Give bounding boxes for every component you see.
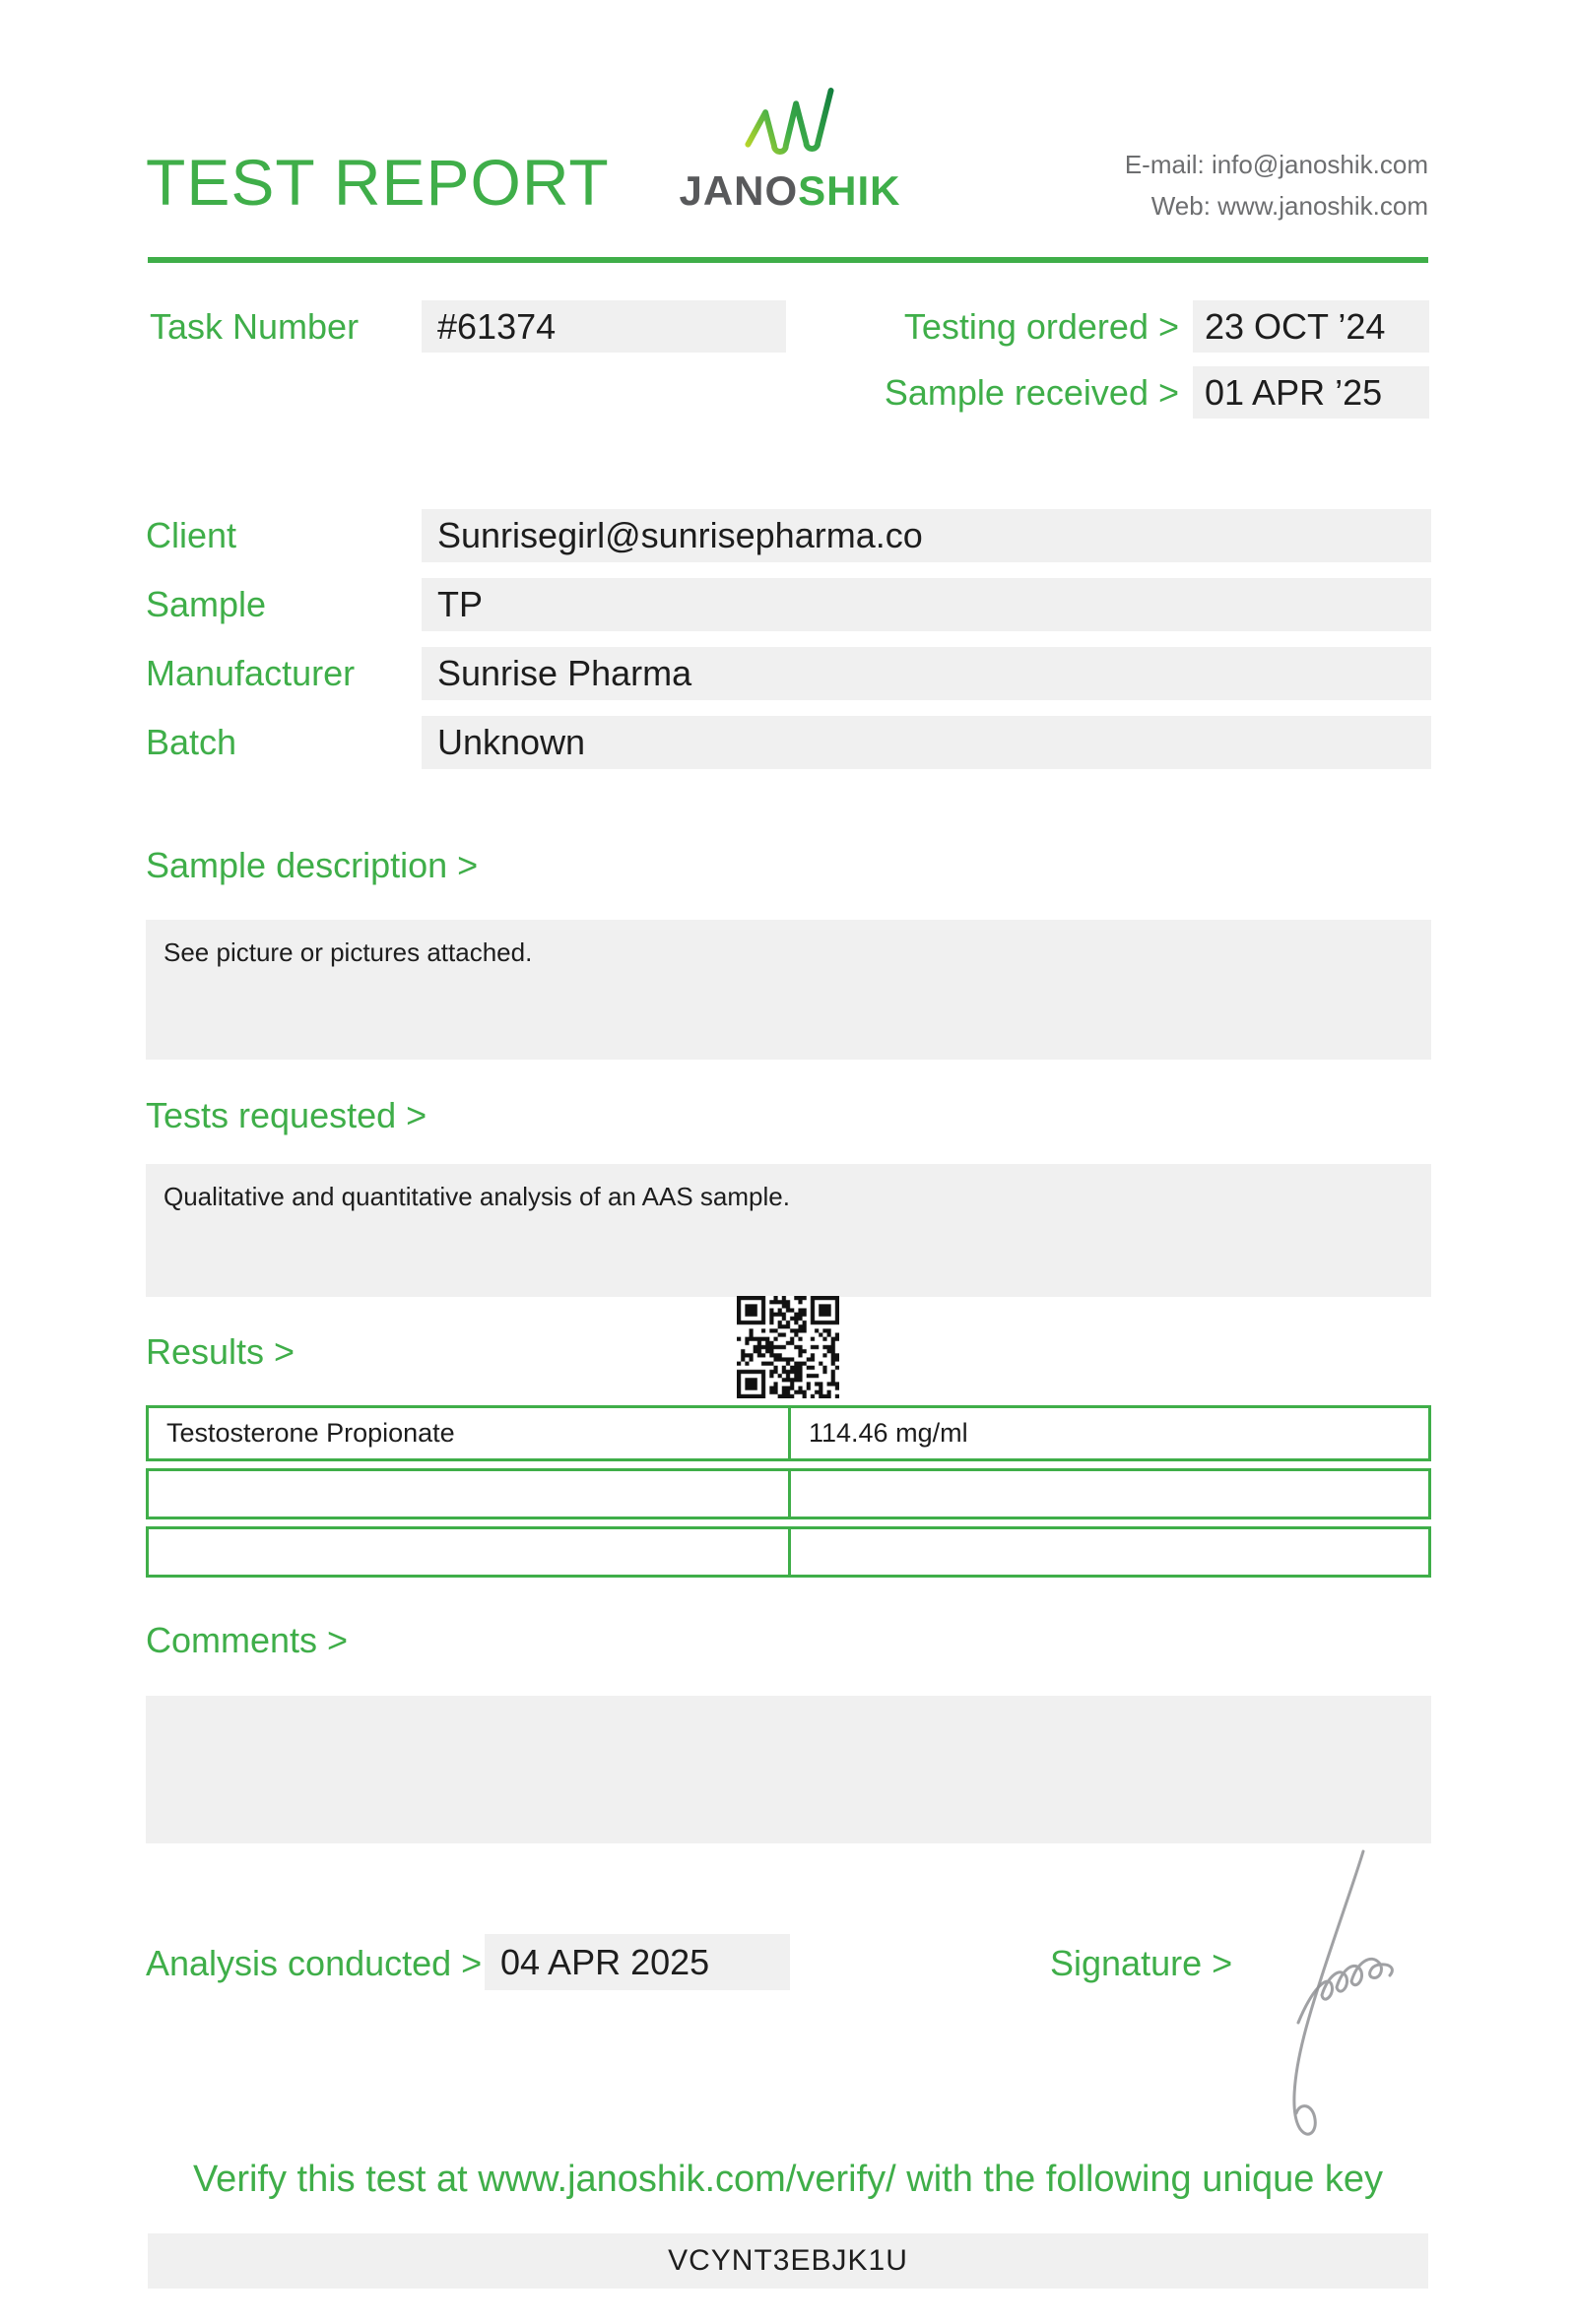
sample-description-heading: Sample description >: [146, 845, 479, 885]
task-number-value: #61374: [422, 300, 786, 353]
logo-wordmark-left: JANO: [679, 167, 799, 214]
tests-requested-body: Qualitative and quantitative analysis of an AAS sample.: [146, 1164, 1431, 1297]
header-divider: [148, 257, 1428, 263]
batch-label: Batch: [146, 722, 237, 762]
sample-info-fields: [146, 509, 1431, 785]
results-heading: Results >: [146, 1331, 296, 1372]
result-value: 114.46 mg/ml: [809, 1418, 968, 1448]
batch-value: Unknown: [422, 716, 1431, 769]
results-table: [146, 1405, 1431, 1584]
testing-ordered-label: Testing ordered >: [903, 306, 1179, 347]
handwritten-signature: [1261, 1834, 1463, 2154]
table-row: [146, 1468, 1431, 1519]
order-dates: [886, 300, 1429, 419]
page-title: TEST REPORT: [146, 146, 610, 219]
sample-received-row: [885, 366, 1429, 419]
task-number-label: Task Number: [150, 306, 360, 347]
logo-wordmark-right: SHIK: [798, 167, 901, 214]
result-value: [791, 1529, 1428, 1575]
result-value: [791, 1471, 1428, 1517]
signature-label: Signature >: [1050, 1943, 1233, 1983]
comments-heading: Comments >: [146, 1620, 349, 1660]
client-value: Sunrisegirl@sunrisepharma.co: [422, 509, 1431, 562]
table-row: [146, 1405, 1431, 1461]
trending-chart-logo-icon: [741, 79, 835, 163]
verify-instruction: Verify this test at www.janoshik.com/verify/ with the following unique key: [192, 2159, 1384, 2200]
result-analyte: [149, 1471, 791, 1517]
verify-key: VCYNT3EBJK1U: [148, 2233, 1428, 2289]
table-row: [146, 1526, 1431, 1578]
sample-description-body: See picture or pictures attached.: [146, 920, 1431, 1060]
testing-ordered-value: 23 OCT ’24: [1193, 300, 1429, 353]
contact-web: Web: www.janoshik.com: [1150, 191, 1428, 221]
sample-received-value: 01 APR ’25: [1193, 366, 1429, 419]
result-analyte: [149, 1529, 791, 1575]
contact-email: E-mail: info@janoshik.com: [1124, 150, 1428, 179]
contact-info: [936, 144, 1428, 226]
client-label: Client: [146, 515, 237, 555]
sample-received-label: Sample received >: [884, 372, 1179, 413]
field-row-client: [146, 509, 1431, 562]
manufacturer-value: Sunrise Pharma: [422, 647, 1431, 700]
field-row-sample: [146, 578, 1431, 631]
tests-requested-heading: Tests requested >: [146, 1095, 427, 1135]
qr-code: [737, 1296, 839, 1398]
sample-label: Sample: [146, 584, 267, 624]
comments-body: [146, 1696, 1431, 1843]
logo-wordmark: [670, 167, 910, 215]
testing-ordered-row: [904, 300, 1429, 353]
manufacturer-label: Manufacturer: [146, 653, 356, 693]
analysis-conducted-date: 04 APR 2025: [485, 1934, 790, 1990]
sample-value: TP: [422, 578, 1431, 631]
analysis-conducted-label: Analysis conducted >: [146, 1943, 483, 1983]
result-analyte: Testosterone Propionate: [149, 1408, 791, 1458]
field-row-manufacturer: [146, 647, 1431, 700]
field-row-batch: [146, 716, 1431, 769]
